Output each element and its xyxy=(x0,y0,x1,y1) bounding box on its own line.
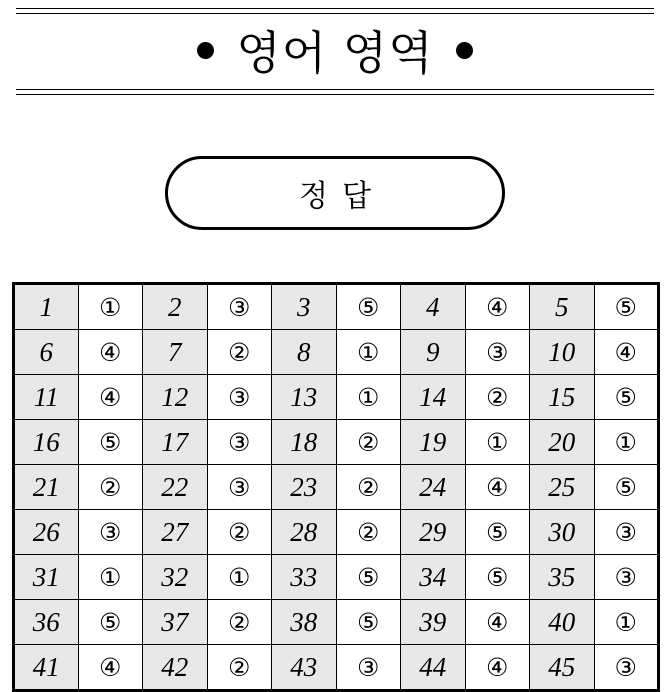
section-title-text: 영어 영역 xyxy=(236,26,434,80)
question-number: 19 xyxy=(401,420,466,465)
answer-choice: ⑤ xyxy=(78,420,143,465)
answer-key-label: 정답 xyxy=(299,179,385,214)
question-number: 8 xyxy=(272,330,337,375)
question-number: 10 xyxy=(530,330,595,375)
question-number: 40 xyxy=(530,600,595,645)
answer-choice: ③ xyxy=(207,420,272,465)
answer-choice: ① xyxy=(78,284,143,330)
question-number: 26 xyxy=(14,510,79,555)
answer-choice: ④ xyxy=(78,330,143,375)
answer-choice: ② xyxy=(336,465,401,510)
answer-choice: ① xyxy=(594,600,659,645)
answer-choice: ② xyxy=(207,330,272,375)
answer-choice: ③ xyxy=(594,555,659,600)
section-title xyxy=(0,14,670,86)
answer-row xyxy=(14,510,659,555)
answer-choice: ⑤ xyxy=(336,600,401,645)
answer-choice: ① xyxy=(336,330,401,375)
question-number: 33 xyxy=(272,555,337,600)
question-number: 39 xyxy=(401,600,466,645)
answer-choice: ⑤ xyxy=(594,284,659,330)
answer-choice: ④ xyxy=(465,600,530,645)
question-number: 11 xyxy=(14,375,79,420)
answer-choice: ② xyxy=(336,510,401,555)
answer-choice: ④ xyxy=(465,645,530,691)
answer-choice: ⑤ xyxy=(78,600,143,645)
answer-choice: ⑤ xyxy=(336,284,401,330)
answer-choice: ① xyxy=(207,555,272,600)
answer-row xyxy=(14,555,659,600)
answer-choice: ② xyxy=(207,510,272,555)
question-number: 6 xyxy=(14,330,79,375)
answer-choice: ④ xyxy=(465,465,530,510)
question-number: 14 xyxy=(401,375,466,420)
question-number: 1 xyxy=(14,284,79,330)
answer-choice: ② xyxy=(336,420,401,465)
question-number: 24 xyxy=(401,465,466,510)
answer-row xyxy=(14,375,659,420)
question-number: 16 xyxy=(14,420,79,465)
answer-table xyxy=(12,282,660,692)
question-number: 22 xyxy=(143,465,208,510)
question-number: 17 xyxy=(143,420,208,465)
answer-choice: ② xyxy=(207,600,272,645)
answer-choice: ③ xyxy=(594,645,659,691)
answer-choice: ③ xyxy=(594,510,659,555)
question-number: 43 xyxy=(272,645,337,691)
question-number: 18 xyxy=(272,420,337,465)
question-number: 37 xyxy=(143,600,208,645)
answer-row xyxy=(14,600,659,645)
question-number: 12 xyxy=(143,375,208,420)
question-number: 28 xyxy=(272,510,337,555)
answer-choice: ③ xyxy=(336,645,401,691)
question-number: 38 xyxy=(272,600,337,645)
question-number: 23 xyxy=(272,465,337,510)
answer-choice: ③ xyxy=(465,330,530,375)
question-number: 32 xyxy=(143,555,208,600)
question-number: 13 xyxy=(272,375,337,420)
question-number: 42 xyxy=(143,645,208,691)
bottom-rule-outer xyxy=(16,89,654,90)
answer-choice: ① xyxy=(336,375,401,420)
question-number: 15 xyxy=(530,375,595,420)
question-number: 20 xyxy=(530,420,595,465)
answer-choice: ② xyxy=(207,645,272,691)
answer-choice: ① xyxy=(594,420,659,465)
answer-choice: ③ xyxy=(207,465,272,510)
question-number: 2 xyxy=(143,284,208,330)
answer-key-badge xyxy=(165,156,505,230)
question-number: 31 xyxy=(14,555,79,600)
question-number: 25 xyxy=(530,465,595,510)
question-number: 45 xyxy=(530,645,595,691)
question-number: 34 xyxy=(401,555,466,600)
top-rule-outer xyxy=(16,8,654,9)
answer-choice: ④ xyxy=(594,330,659,375)
question-number: 35 xyxy=(530,555,595,600)
answer-choice: ⑤ xyxy=(465,555,530,600)
answer-row xyxy=(14,330,659,375)
question-number: 29 xyxy=(401,510,466,555)
answer-choice: ⑤ xyxy=(594,375,659,420)
question-number: 3 xyxy=(272,284,337,330)
answer-row xyxy=(14,645,659,691)
answer-row xyxy=(14,284,659,330)
answer-row xyxy=(14,420,659,465)
bottom-rule-inner xyxy=(16,94,654,95)
question-number: 9 xyxy=(401,330,466,375)
question-number: 4 xyxy=(401,284,466,330)
answer-choice: ③ xyxy=(207,375,272,420)
bullet-dot-icon xyxy=(456,42,473,59)
question-number: 30 xyxy=(530,510,595,555)
question-number: 41 xyxy=(14,645,79,691)
answer-choice: ③ xyxy=(78,510,143,555)
answer-choice: ⑤ xyxy=(594,465,659,510)
bullet-dot-icon xyxy=(197,42,214,59)
answer-choice: ④ xyxy=(78,645,143,691)
answer-choice: ③ xyxy=(207,284,272,330)
answer-choice: ④ xyxy=(78,375,143,420)
answer-choice: ⑤ xyxy=(336,555,401,600)
answer-choice: ④ xyxy=(465,284,530,330)
answer-choice: ② xyxy=(465,375,530,420)
answer-choice: ① xyxy=(78,555,143,600)
question-number: 36 xyxy=(14,600,79,645)
question-number: 44 xyxy=(401,645,466,691)
question-number: 21 xyxy=(14,465,79,510)
question-number: 5 xyxy=(530,284,595,330)
answer-choice: ① xyxy=(465,420,530,465)
answer-choice: ② xyxy=(78,465,143,510)
question-number: 7 xyxy=(143,330,208,375)
answer-choice: ⑤ xyxy=(465,510,530,555)
answer-row xyxy=(14,465,659,510)
question-number: 27 xyxy=(143,510,208,555)
